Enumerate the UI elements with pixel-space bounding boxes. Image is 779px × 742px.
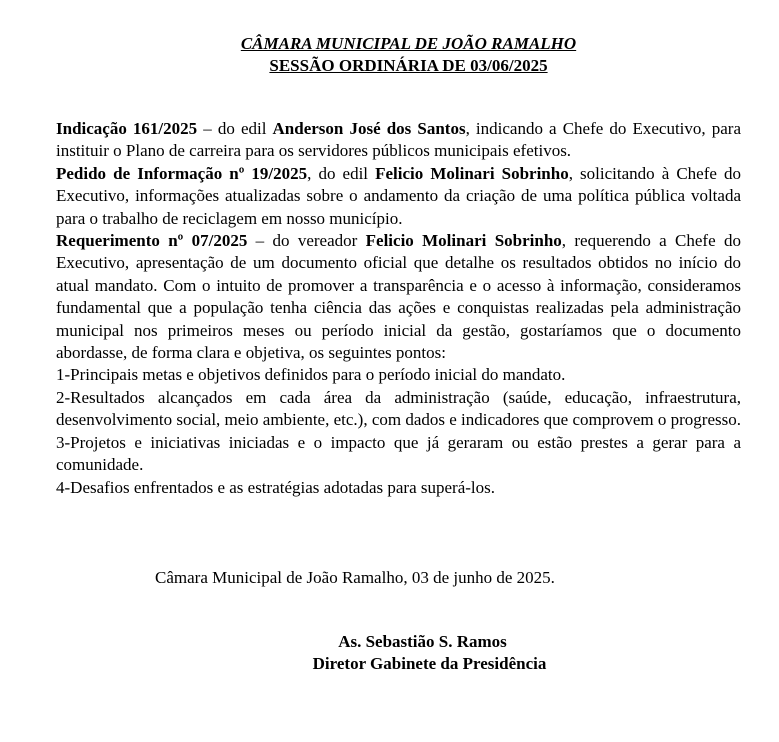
requerimento-author: Felicio Molinari Sobrinho xyxy=(365,231,562,251)
pedido-text: , solicitando à Chefe do Executivo, informações atualizadas sobre o andamento da criação de uma política pública voltada para o trabalho de reciclagem em nosso município. xyxy=(56,163,741,228)
indicacao-paragraph xyxy=(56,118,741,163)
requerimento-paragraph xyxy=(56,230,741,364)
point-2: 2-Resultados alcançados em cada área da administração (saúde, educação, infraestrutura, desenvolvimento social, meio ambiente, etc.), com dados e indicadores que comprovem o progresso. xyxy=(56,387,741,430)
requerimento-text: , requerendo a Chefe do Executivo, apresentação de um documento oficial que detalhe os resultados obtidos no início do atual mandato. Com o intuito de promover a transparência e o acesso à informação, consideramos fundamental que a população tenha ciência das ações e conquistas realizadas pela administração municipal nos primeiros meses ou período inicial da gestão, gostaríamos que o documento abordasse, de forma clara e objetiva, os seguintes pontos: xyxy=(56,231,741,363)
document-body xyxy=(56,118,741,499)
indicacao-author: Anderson José dos Santos xyxy=(272,119,466,138)
signatory-role: Diretor Gabinete da Presidência xyxy=(312,654,547,673)
point-3: 3-Projetos e iniciativas iniciadas e o impacto que já geraram ou estão prestes a gerar para a comunidade. xyxy=(56,432,741,475)
date-location-line: Câmara Municipal de João Ramalho, 03 de junho de 2025. xyxy=(155,568,555,587)
requerimento-pre: – do vereador xyxy=(247,231,366,251)
point-1: 1-Principais metas e objetivos definidos para o período inicial do mandato. xyxy=(56,365,566,385)
signatory-name: As. Sebastião S. Ramos xyxy=(338,632,507,651)
pedido-author: Felicio Molinari Sobrinho xyxy=(375,163,569,183)
session-subtitle: SESSÃO ORDINÁRIA DE 03/06/2025 xyxy=(269,56,548,75)
indicacao-label: Indicação 161/2025 xyxy=(56,119,198,138)
indicacao-pre: – do edil xyxy=(197,119,273,138)
requerimento-label: Requerimento nº 07/2025 xyxy=(56,231,248,251)
point-4: 4-Desafios enfrentados e as estratégias adotadas para superá-los. xyxy=(56,477,495,497)
document-title: CÂMARA MUNICIPAL DE JOÃO RAMALHO xyxy=(240,34,577,53)
pedido-paragraph xyxy=(56,163,741,230)
pedido-label: Pedido de Informação nº 19/2025 xyxy=(56,163,308,183)
pedido-pre: , do edil xyxy=(307,163,376,183)
indicacao-text: , indicando a Chefe do Executivo, para instituir o Plano de carreira para os servidores públicos municipais efetivos. xyxy=(56,119,741,161)
